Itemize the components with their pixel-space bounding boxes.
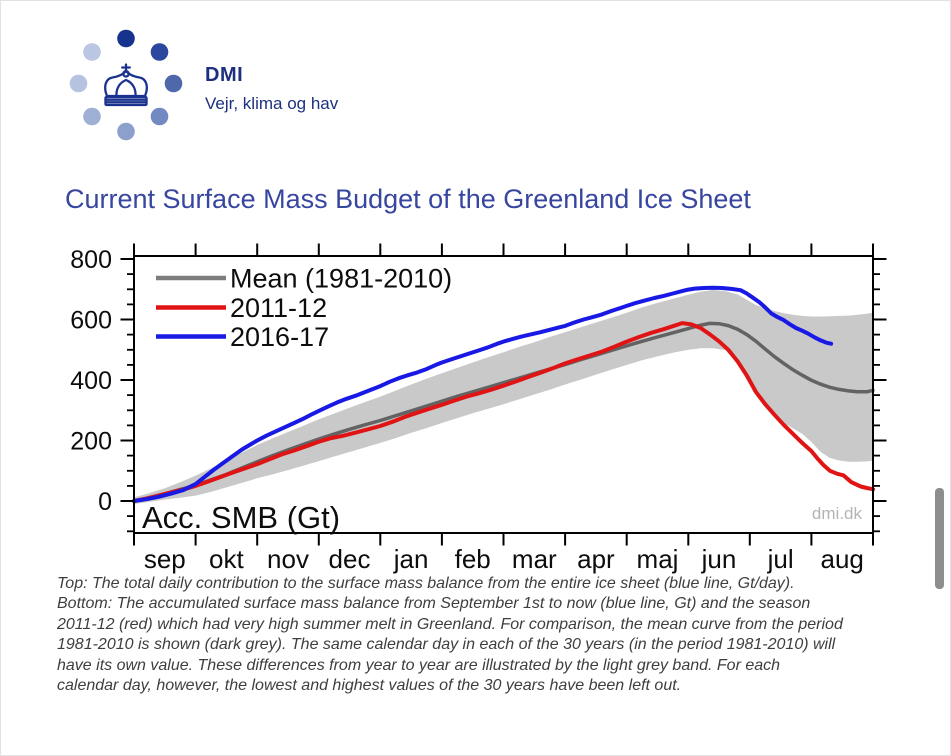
x-tick-label: aug <box>820 544 864 574</box>
caption-line: 1981-2010 is shown (dark grey). The same calendar day in each of the 30 years (in the period 1981-2010) will <box>57 636 836 654</box>
scrollbar-thumb[interactable] <box>935 488 944 589</box>
page-title: Current Surface Mass Budget of the Greenland Ice Sheet <box>65 184 751 214</box>
y-tick-label: 200 <box>70 427 112 456</box>
y-tick-label: 0 <box>98 488 112 516</box>
x-tick-label: nov <box>267 544 309 574</box>
logo-tagline: Vejr, klima og hav <box>205 94 339 113</box>
x-tick-label: mar <box>511 544 557 574</box>
x-tick-label: jun <box>701 544 737 574</box>
x-tick-label: jul <box>767 544 794 574</box>
legend <box>156 264 452 353</box>
legend-label-2016-17: 2016-17 <box>230 322 330 352</box>
y-tick-label: 600 <box>70 306 112 335</box>
y-tick-label: 800 <box>70 246 112 274</box>
caption-line: calendar day, however, the lowest and highest values of the 30 years have been left out. <box>57 677 682 695</box>
caption-line: 2011-12 (red) which had very high summer melt in Greenland. For comparison, the mean curve from the period <box>57 615 843 633</box>
caption-line: have its own value. These differences from year to year are illustrated by the light grey band. For each <box>57 656 781 674</box>
x-tick-label: sep <box>143 544 186 574</box>
dmi-watermark: dmi.dk <box>811 504 862 523</box>
logo-brand: DMI <box>205 64 244 86</box>
legend-label-mean: Mean (1981-2010) <box>230 263 453 294</box>
y-tick-label: 400 <box>70 367 112 395</box>
x-tick-label: maj <box>636 544 679 574</box>
x-tick-label: feb <box>454 544 491 574</box>
x-tick-label: okt <box>209 544 244 574</box>
y-axis-inner-label: Acc. SMB (Gt) <box>142 500 341 535</box>
caption-line: Bottom: The accumulated surface mass balance from September 1st to now (blue line, Gt) and the season <box>57 595 811 613</box>
legend-label-2011-12: 2011-12 <box>230 293 328 323</box>
x-tick-label: dec <box>328 544 371 574</box>
x-tick-label: jan <box>393 544 429 574</box>
x-tick-label: apr <box>577 544 615 574</box>
chart-caption <box>57 574 951 696</box>
caption-line: Top: The total daily contribution to the surface mass balance from the entire ice sheet (blue line, Gt/day). <box>57 575 795 592</box>
